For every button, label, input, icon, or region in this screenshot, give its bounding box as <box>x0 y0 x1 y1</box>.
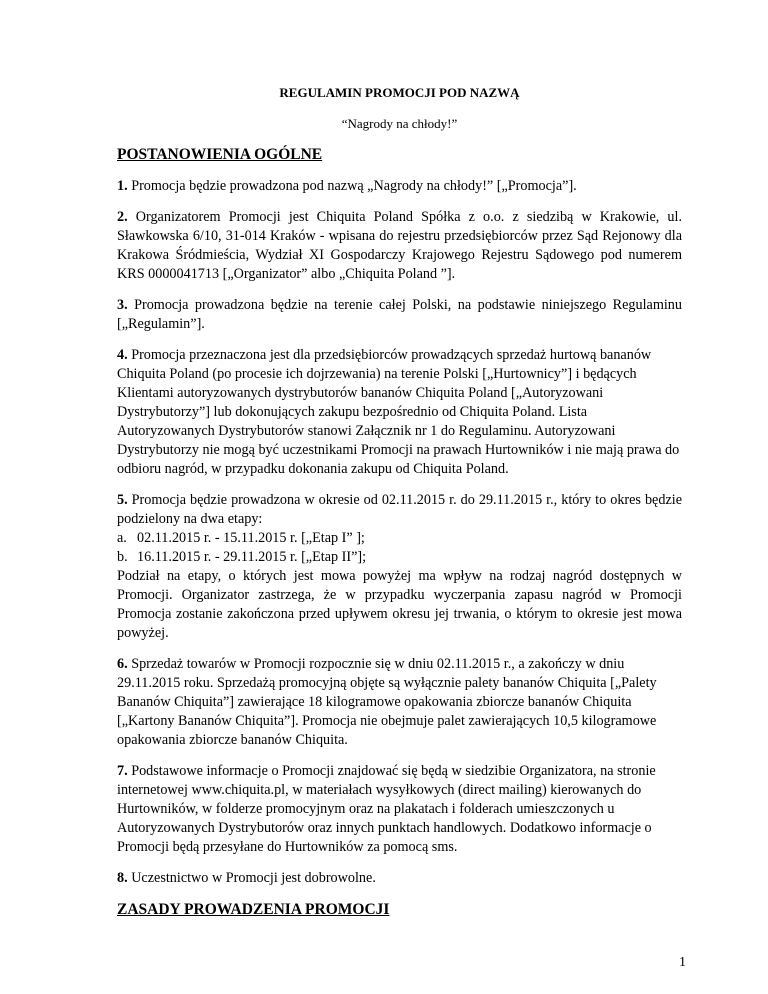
document-body <box>117 83 682 920</box>
list-text: 02.11.2015 r. - 15.11.2015 r. [„Etap I” ]; <box>137 530 365 546</box>
paragraph-number: 4. <box>117 347 128 363</box>
list-text: 16.11.2015 r. - 29.11.2015 r. [„Etap II”]; <box>137 549 367 565</box>
page-number: 1 <box>679 955 686 970</box>
promotion-name: “Nagrody na chłody!” <box>341 116 458 131</box>
paragraph-number: 1. <box>117 178 128 194</box>
paragraph-text: Organizatorem Promocji jest Chiquita Poland Spółka z o.o. z siedzibą w Krakowie, ul. Sławkowska 6/10, 31-014 Kraków - wpisana do rejestru przedsiębiorców przez Sąd Rejonowy dla Krakowa Śródmieścia, Wydział XI Gospodarczy Krajowego Rejestru Sądowego pod numerem KRS 0000041713 [„Organizator” albo „Chiquita Poland ”]. <box>117 209 682 282</box>
paragraph-number: 5. <box>117 492 128 508</box>
paragraph-text: Promocja przeznaczona jest dla przedsiębiorców prowadzących sprzedaż hurtową bananów Chiquita Poland (po procesie ich dojrzewania) na terenie Polski [„Hurtownicy”] i będących Klientami autoryzowanych dystrybutorów bananów Chiquita Poland [„Autoryzowani Dystrybutorzy”] lub dokonujących zakupu bezpośrednio od Chiquita Poland. Lista Autoryzowanych Dystrybutorów stanowi Załącznik nr 1 do Regulaminu. Autoryzowani Dystrybutorzy nie mogą być uczestnikami Promocji na prawach Hurtowników i nie mają prawa do odbioru nagród, w przypadku dokonania zakupu od Chiquita Poland. <box>117 347 680 477</box>
paragraph-number: 3. <box>117 297 128 313</box>
paragraph-number: 2. <box>117 209 128 225</box>
paragraph-3 <box>117 296 682 334</box>
list-item <box>117 530 365 546</box>
paragraph-text: Podstawowe informacje o Promocji znajdować się będą w siedzibie Organizatora, na stronie internetowej www.chiquita.pl, w materiałach wysyłkowych (direct mailing) kierowanych do Hurtowników, w folderze promocyjnym oraz na plakatach i folderach umieszczonych u Autoryzowanych Dystrybutorów oraz innych punktach handlowych. Dodatkowo informacje o Promocji będą przesyłane do Hurtowników za pomocą sms. <box>117 763 656 855</box>
paragraph-7 <box>117 762 682 857</box>
paragraph-4 <box>117 346 682 479</box>
paragraph-text: Sprzedaż towarów w Promocji rozpocznie się w dniu 02.11.2015 r., a zakończy w dniu 29.11.2015 roku. Sprzedażą promocyjną objęte są wyłącznie palety bananów Chiquita [„Palety Bananów Chiquita”] zawierające 18 kilogramowe opakowania zbiorcze bananów Chiquita [„Kartony Bananów Chiquita”]. Promocja nie obejmuje palet zawierających 10,5 kilogramowe opakowania zbiorcze bananów Chiquita. <box>117 656 657 748</box>
paragraph-text: Promocja będzie prowadzona w okresie od 02.11.2015 r. do 29.11.2015 r., który to okres będzie podzielony na dwa etapy: <box>117 492 682 527</box>
section-heading-general: POSTANOWIENIA OGÓLNE <box>117 146 323 163</box>
paragraph-text: Promocja będzie prowadzona pod nazwą „Nagrody na chłody!” [„Promocja”]. <box>127 178 577 194</box>
list-item <box>117 549 366 565</box>
paragraph-text: Podział na etapy, o których jest mowa powyżej ma wpływ na rodzaj nagród dostępnych w Promocji. Organizator zastrzega, że w przypadku wyczerpania zapasu nagród w Promocji Promocja zostanie zakończona przed upływem okresu jej trwania, o którym to okresie jest mowa powyżej. <box>117 568 682 641</box>
paragraph-number: 7. <box>117 763 128 779</box>
list-label: b. <box>117 549 128 565</box>
paragraph-8 <box>117 869 682 888</box>
paragraph-1 <box>117 177 682 196</box>
paragraph-text: Promocja prowadzona będzie na terenie całej Polski, na podstawie niniejszego Regulaminu [„Regulamin”]. <box>117 297 682 332</box>
paragraph-text: Uczestnictwo w Promocji jest dobrowolne. <box>127 870 376 886</box>
list-label: a. <box>117 530 127 546</box>
paragraph-number: 8. <box>117 870 128 886</box>
paragraph-6 <box>117 655 682 750</box>
paragraph-number: 6. <box>117 656 128 672</box>
paragraph-2 <box>117 208 682 284</box>
document-title: REGULAMIN PROMOCJI POD NAZWĄ <box>279 85 520 100</box>
section-heading-rules: ZASADY PROWADZENIA PROMOCJI <box>117 901 390 918</box>
paragraph-5 <box>117 491 682 643</box>
